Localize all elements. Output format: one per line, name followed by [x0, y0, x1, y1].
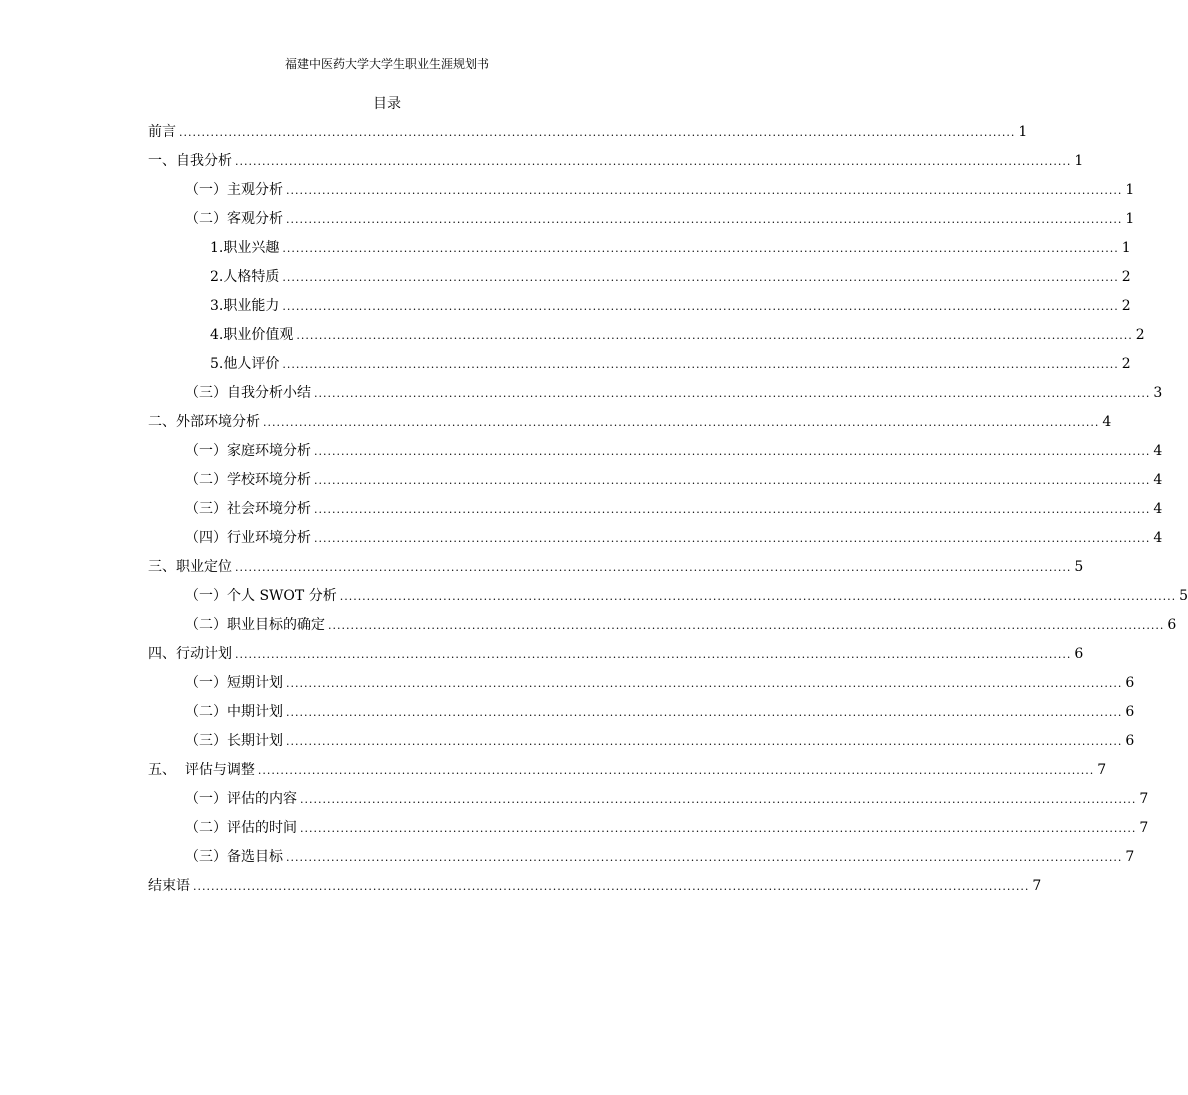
- toc-page-number: 3: [1153, 385, 1163, 401]
- toc-page-number: 4: [1153, 443, 1163, 459]
- toc-page-number: 1: [1125, 211, 1135, 227]
- toc-entry-label: （二）学校环境分析: [185, 472, 311, 488]
- toc-entry-self-analysis-summary[interactable]: [148, 379, 1163, 408]
- toc-page-number: 7: [1032, 878, 1042, 894]
- toc-dot-leader: ..........................................................................................................................................................................................: [235, 561, 1072, 574]
- toc-entry-label: 3.职业能力: [210, 298, 280, 314]
- toc-entry-label: 前言: [148, 124, 176, 140]
- toc-entry-label: （一）个人 SWOT 分析: [185, 588, 337, 604]
- toc-page-number: 7: [1097, 762, 1107, 778]
- toc-dot-leader: ..........................................................................................................................................................................................: [286, 213, 1123, 226]
- toc-dot-leader: ..........................................................................................................................................................................................: [286, 706, 1123, 719]
- toc-page-number: 4: [1153, 530, 1163, 546]
- toc-entry-label: （二）评估的时间: [185, 820, 297, 836]
- toc-page-number: 2: [1121, 356, 1131, 372]
- toc-entry-social-environment[interactable]: [148, 495, 1163, 524]
- toc-entry-career-interest[interactable]: [148, 234, 1131, 263]
- toc-page-number: 6: [1125, 733, 1135, 749]
- toc-page-number: 1: [1125, 182, 1135, 198]
- toc-title: 目录: [373, 96, 401, 112]
- toc-entry-preface[interactable]: [148, 118, 1028, 147]
- toc-entry-label: （三）长期计划: [185, 733, 283, 749]
- toc-entry-career-values[interactable]: [148, 321, 1145, 350]
- toc-page-number: 6: [1167, 617, 1177, 633]
- toc-entry-swot-analysis[interactable]: [148, 582, 1188, 611]
- toc-entry-family-environment[interactable]: [148, 437, 1163, 466]
- toc-entry-external-environment[interactable]: [148, 408, 1112, 437]
- toc-entry-self-analysis[interactable]: [148, 147, 1084, 176]
- toc-page-number: 7: [1125, 849, 1135, 865]
- toc-page-number: 2: [1121, 298, 1131, 314]
- toc-dot-leader: ..........................................................................................................................................................................................: [339, 590, 1177, 603]
- toc-entry-label: （三）备选目标: [185, 849, 283, 865]
- toc-page-number: 6: [1125, 675, 1135, 691]
- toc-entry-label: 四、行动计划: [148, 646, 232, 662]
- toc-dot-leader: ..........................................................................................................................................................................................: [314, 532, 1151, 545]
- toc-entry-label: （一）评估的内容: [185, 791, 297, 807]
- toc-entry-short-term-plan[interactable]: [148, 669, 1135, 698]
- toc-entry-label: （二）客观分析: [185, 211, 283, 227]
- toc-page-number: 4: [1102, 414, 1112, 430]
- toc-dot-leader: ..........................................................................................................................................................................................: [179, 126, 1016, 139]
- toc-page-number: 7: [1139, 791, 1149, 807]
- toc-dot-leader: ..........................................................................................................................................................................................: [286, 851, 1123, 864]
- toc-entry-label: （一）家庭环境分析: [185, 443, 311, 459]
- toc-entry-mid-term-plan[interactable]: [148, 698, 1135, 727]
- toc-entry-evaluation-adjustment[interactable]: [148, 756, 1107, 785]
- toc-entry-label: 结束语: [148, 878, 190, 894]
- toc-page-number: 5: [1074, 559, 1084, 575]
- toc-page-number: 6: [1125, 704, 1135, 720]
- toc-page-number: 1: [1018, 124, 1028, 140]
- toc-dot-leader: ..........................................................................................................................................................................................: [286, 735, 1123, 748]
- toc-entry-label: 1.职业兴趣: [210, 240, 280, 256]
- toc-dot-leader: ..........................................................................................................................................................................................: [193, 880, 1030, 893]
- toc-entry-label: 4.职业价值观: [210, 327, 294, 343]
- toc-dot-leader: ..........................................................................................................................................................................................: [314, 445, 1151, 458]
- toc-entry-label: （三）社会环境分析: [185, 501, 311, 517]
- toc-dot-leader: ..........................................................................................................................................................................................: [328, 619, 1165, 632]
- toc-dot-leader: ..........................................................................................................................................................................................: [314, 503, 1151, 516]
- table-of-contents: [148, 118, 1188, 901]
- toc-dot-leader: ..........................................................................................................................................................................................: [286, 184, 1123, 197]
- toc-dot-leader: ..........................................................................................................................................................................................: [300, 822, 1137, 835]
- toc-entry-subjective-analysis[interactable]: [148, 176, 1135, 205]
- toc-dot-leader: ..........................................................................................................................................................................................: [296, 329, 1133, 342]
- toc-dot-leader: ..........................................................................................................................................................................................: [235, 155, 1072, 168]
- toc-entry-label: 二、外部环境分析: [148, 414, 260, 430]
- toc-entry-others-evaluation[interactable]: [148, 350, 1131, 379]
- toc-page-number: 7: [1139, 820, 1149, 836]
- toc-page-number: 1: [1121, 240, 1131, 256]
- toc-entry-label: 三、职业定位: [148, 559, 232, 575]
- toc-dot-leader: ..........................................................................................................................................................................................: [282, 271, 1119, 284]
- toc-entry-label: 一、自我分析: [148, 153, 232, 169]
- toc-entry-school-environment[interactable]: [148, 466, 1163, 495]
- toc-entry-career-goal[interactable]: [148, 611, 1177, 640]
- toc-entry-career-positioning[interactable]: [148, 553, 1084, 582]
- toc-page-number: 1: [1074, 153, 1084, 169]
- toc-dot-leader: ..........................................................................................................................................................................................: [314, 387, 1151, 400]
- toc-entry-label: （二）职业目标的确定: [185, 617, 325, 633]
- toc-dot-leader: ..........................................................................................................................................................................................: [263, 416, 1100, 429]
- toc-entry-label: （三）自我分析小结: [185, 385, 311, 401]
- toc-dot-leader: ..........................................................................................................................................................................................: [282, 300, 1119, 313]
- toc-entry-evaluation-content[interactable]: [148, 785, 1149, 814]
- toc-entry-long-term-plan[interactable]: [148, 727, 1135, 756]
- toc-entry-evaluation-time[interactable]: [148, 814, 1149, 843]
- toc-entry-label: （四）行业环境分析: [185, 530, 311, 546]
- toc-dot-leader: ..........................................................................................................................................................................................: [282, 358, 1119, 371]
- toc-entry-personality[interactable]: [148, 263, 1131, 292]
- toc-entry-label: 2.人格特质: [210, 269, 280, 285]
- toc-entry-label: （一）主观分析: [185, 182, 283, 198]
- toc-entry-alternative-goals[interactable]: [148, 843, 1135, 872]
- toc-entry-label: 5.他人评价: [210, 356, 280, 372]
- toc-page-number: 5: [1179, 588, 1188, 604]
- toc-entry-label: （一）短期计划: [185, 675, 283, 691]
- toc-page-number: 2: [1121, 269, 1131, 285]
- toc-dot-leader: ..........................................................................................................................................................................................: [300, 793, 1137, 806]
- toc-page-number: 4: [1153, 472, 1163, 488]
- toc-dot-leader: ..........................................................................................................................................................................................: [257, 764, 1095, 777]
- toc-entry-action-plan[interactable]: [148, 640, 1084, 669]
- page-header: 福建中医药大学大学生职业生涯规划书: [284, 57, 489, 71]
- toc-entry-industry-environment[interactable]: [148, 524, 1163, 553]
- toc-page-number: 2: [1135, 327, 1145, 343]
- toc-page-number: 4: [1153, 501, 1163, 517]
- toc-entry-label: （二）中期计划: [185, 704, 283, 720]
- toc-entry-career-ability[interactable]: [148, 292, 1131, 321]
- toc-dot-leader: ..........................................................................................................................................................................................: [235, 648, 1072, 661]
- toc-dot-leader: ..........................................................................................................................................................................................: [286, 677, 1123, 690]
- toc-dot-leader: ..........................................................................................................................................................................................: [282, 242, 1119, 255]
- toc-entry-conclusion[interactable]: [148, 872, 1042, 901]
- toc-page-number: 6: [1074, 646, 1084, 662]
- toc-entry-objective-analysis[interactable]: [148, 205, 1135, 234]
- toc-dot-leader: ..........................................................................................................................................................................................: [314, 474, 1151, 487]
- toc-entry-label: 五、 评估与调整: [148, 762, 255, 778]
